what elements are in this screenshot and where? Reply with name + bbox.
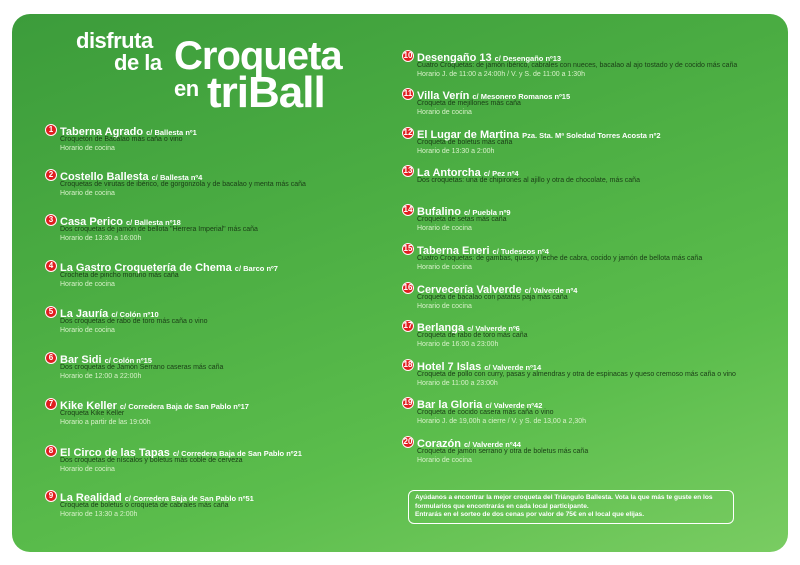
venue-description: Croqueta de setas más caña bbox=[417, 216, 507, 223]
title-disfruta: disfruta bbox=[76, 28, 153, 53]
venue-name: Costello Ballesta bbox=[60, 171, 149, 183]
venue-hours: Horario de 13:30 a 16:00h bbox=[60, 235, 142, 242]
venue-hours: Horario de cocina bbox=[60, 466, 115, 473]
number-badge: 9 bbox=[45, 490, 57, 502]
number-badge: 8 bbox=[45, 445, 57, 457]
venue-address: c/ Barco nº7 bbox=[234, 264, 278, 273]
venue-hours: Horario de 11:00 a 23:00h bbox=[417, 380, 498, 387]
venue-name: Villa Verín bbox=[417, 90, 470, 102]
venue-address: c/ Valverde nº4 bbox=[524, 286, 578, 295]
venue-description: Croquetón de Bacalao más caña o vino bbox=[60, 136, 183, 143]
venue-name: Bar Sidi bbox=[60, 354, 102, 366]
number-badge: 12 bbox=[403, 128, 413, 137]
venue-description: Croqueta de rabo de toro más caña bbox=[417, 332, 528, 339]
venue-address: c/ Puebla nº9 bbox=[464, 208, 511, 217]
number-badge: 3 bbox=[45, 214, 57, 226]
venue-description: Crocheta de pincho moruno más caña bbox=[60, 272, 179, 279]
venue-hours: Horario de cocina bbox=[417, 303, 472, 310]
number-badge: 2 bbox=[45, 169, 57, 181]
title-triball: triBall bbox=[207, 68, 325, 117]
number-badge: 13 bbox=[403, 166, 413, 175]
venue-hours: Horario de cocina bbox=[417, 109, 472, 116]
venue-address: c/ Valverde nº44 bbox=[464, 440, 521, 449]
venue-name: Casa Perico bbox=[60, 216, 123, 228]
venue-name: El Lugar de Martina bbox=[417, 129, 520, 141]
venue-name: El Circo de las Tapas bbox=[60, 447, 170, 459]
venue-name: La Antorcha bbox=[417, 167, 481, 179]
venue-address: c/ Ballesta nº18 bbox=[125, 218, 181, 227]
venue-address: c/ Corredera Baja de San Pablo nº51 bbox=[124, 494, 254, 503]
venue-name: Bar la Gloria bbox=[417, 399, 483, 411]
venue-name: La Jauría bbox=[60, 308, 109, 320]
venue-name: Kike Keller bbox=[60, 400, 117, 412]
venue-name: Corazón bbox=[417, 438, 461, 450]
venue-address: c/ Valverde nº14 bbox=[484, 363, 542, 372]
venue-address: c/ Corredera Baja de San Pablo nº17 bbox=[119, 402, 249, 411]
number-badge: 6 bbox=[45, 352, 57, 364]
venue-address: c/ Colón nº15 bbox=[104, 356, 152, 365]
number-badge: 4 bbox=[45, 260, 57, 272]
number-badge: 15 bbox=[403, 244, 413, 253]
venue-name: Cervecería Valverde bbox=[417, 284, 522, 296]
venue-address: c/ Corredera Baja de San Pablo nº21 bbox=[172, 449, 302, 458]
venue-description: Cuatro Croquetas: de jamón ibérico, cabrales con nueces, bacalao al ajo tostado y de cocido más caña bbox=[417, 62, 738, 69]
title-croqueta: Croqueta bbox=[174, 34, 342, 78]
title-en: en bbox=[174, 76, 199, 101]
venue-description: Croqueta de jamón serrano y otra de boletus más caña bbox=[417, 448, 589, 455]
venue-hours: Horario de cocina bbox=[417, 264, 472, 271]
venue-name: La Gastro Croquetería de Chema bbox=[60, 262, 232, 274]
venue-address: c/ Mesonero Romanos nº15 bbox=[472, 92, 571, 101]
voting-info-box bbox=[408, 490, 734, 524]
venue-address: c/ Ballesta nº1 bbox=[146, 128, 197, 137]
venue-description: Croqueta de pollo con curry, pasas y almendras y otra de espinacas y queso cremoso más caña o vino bbox=[417, 371, 736, 378]
venue-description: Croqueta de cocido casera más caña o vino bbox=[417, 409, 554, 416]
venue-hours: Horario de 16:00 a 23:00h bbox=[417, 341, 499, 348]
number-badge: 7 bbox=[45, 398, 57, 410]
venue-address: c/ Desengaño nº13 bbox=[494, 54, 562, 63]
venue-hours: Horario de cocina bbox=[60, 190, 115, 197]
venue-description: Dos croquetas de Jamón Serrano caseras más caña bbox=[60, 364, 224, 371]
number-badge: 1 bbox=[45, 124, 57, 136]
venue-name: Taberna Agrado bbox=[60, 126, 144, 138]
venue-description: Croqueta de boletus más caña bbox=[417, 139, 513, 146]
venue-hours: Horario a partir de las 19:00h bbox=[60, 419, 151, 426]
venue-address: c/ Valverde nº42 bbox=[485, 401, 543, 410]
venue-name: Hotel 7 Islas bbox=[417, 361, 482, 373]
venue-description: Croqueta de bacalao con patatas paja más caña bbox=[417, 294, 568, 301]
number-badge: 19 bbox=[403, 398, 413, 407]
venue-hours: Horario J. de 11:00 a 24:00h / V. y S. de 11:00 a 1:30h bbox=[417, 71, 585, 78]
venue-hours: Horario de 13:30 a 2:00h bbox=[417, 148, 495, 155]
venue-description: Dos croquetas de jamón de bellota "Herrera Imperial" más caña bbox=[60, 226, 258, 233]
title-de-la: de la bbox=[114, 50, 162, 75]
number-badge: 11 bbox=[403, 89, 413, 98]
venue-name: Desengaño 13 bbox=[417, 52, 492, 64]
venue-name: Bufalino bbox=[417, 206, 461, 218]
voting-info-line1: Ayúdanos a encontrar la mejor croqueta del Triángulo Ballesta. Vota la que más te guste en los bbox=[415, 494, 713, 501]
venue-description: Dos croquetas de rabo de toro más caña o vino bbox=[60, 318, 208, 325]
venue-address: c/ Colón nº10 bbox=[111, 310, 159, 319]
number-badge: 18 bbox=[403, 360, 413, 369]
number-badge: 16 bbox=[403, 283, 413, 292]
number-badge: 10 bbox=[403, 51, 413, 60]
venue-description: Dos croquetas de níscalos y boletus más coble de cerveza bbox=[60, 457, 243, 464]
voting-info-line3: Entrarás en el sorteo de dos cenas por valor de 75€ en el local que elijas. bbox=[415, 511, 645, 518]
venue-address: Pza. Sta. Mª Soledad Torres Acosta nº2 bbox=[522, 131, 661, 140]
venue-address: c/ Ballesta nº4 bbox=[151, 173, 203, 182]
venue-hours: Horario J. de 19,00h a cierre / V. y S. de 13,00 a 2,30h bbox=[417, 418, 587, 425]
venue-description: Croquetas de virutas de ibérico, de gorgonzola y de bacalao y menta más caña bbox=[60, 181, 306, 188]
venue-name: Taberna Eneri bbox=[417, 245, 490, 257]
venue-description: Croqueta de boletus o croqueta de cabrales más caña bbox=[60, 502, 229, 509]
number-badge: 14 bbox=[403, 205, 413, 214]
venue-hours: Horario de 13:30 a 2:00h bbox=[60, 511, 138, 518]
venue-address: c/ Pez nº4 bbox=[483, 169, 519, 178]
number-badge: 17 bbox=[403, 321, 413, 330]
venue-address: c/ Valverde nº6 bbox=[467, 324, 520, 333]
voting-info-line2: formularios que encontrarás en cada local participante. bbox=[415, 502, 589, 510]
venue-description: Dos croquetas: una de chipirones al ajillo y otra de chocolate, más caña bbox=[417, 177, 640, 184]
flyer-background bbox=[12, 14, 788, 552]
venue-hours: Horario de cocina bbox=[60, 281, 115, 288]
number-badge: 5 bbox=[45, 306, 57, 318]
number-badge: 20 bbox=[403, 437, 413, 446]
venue-hours: Horario de cocina bbox=[417, 225, 472, 232]
venue-description: Cuatro Croquetas: de gambas, queso y leche de cabra, cocido y jamón de bellota más caña bbox=[417, 255, 703, 262]
venue-hours: Horario de cocina bbox=[417, 457, 472, 464]
venue-name: Berlanga bbox=[417, 322, 465, 334]
venue-description: Croqueta de mejillones más caña bbox=[417, 100, 521, 107]
venue-hours: Horario de cocina bbox=[60, 327, 115, 334]
venue-hours: Horario de cocina bbox=[60, 145, 115, 152]
venue-description: Croqueta Kike Keller bbox=[60, 410, 125, 417]
venue-name: La Realidad bbox=[60, 492, 122, 504]
venue-address: c/ Tudescos nº4 bbox=[492, 247, 549, 256]
venue-hours: Horario de 12:00 a 22:00h bbox=[60, 373, 142, 380]
